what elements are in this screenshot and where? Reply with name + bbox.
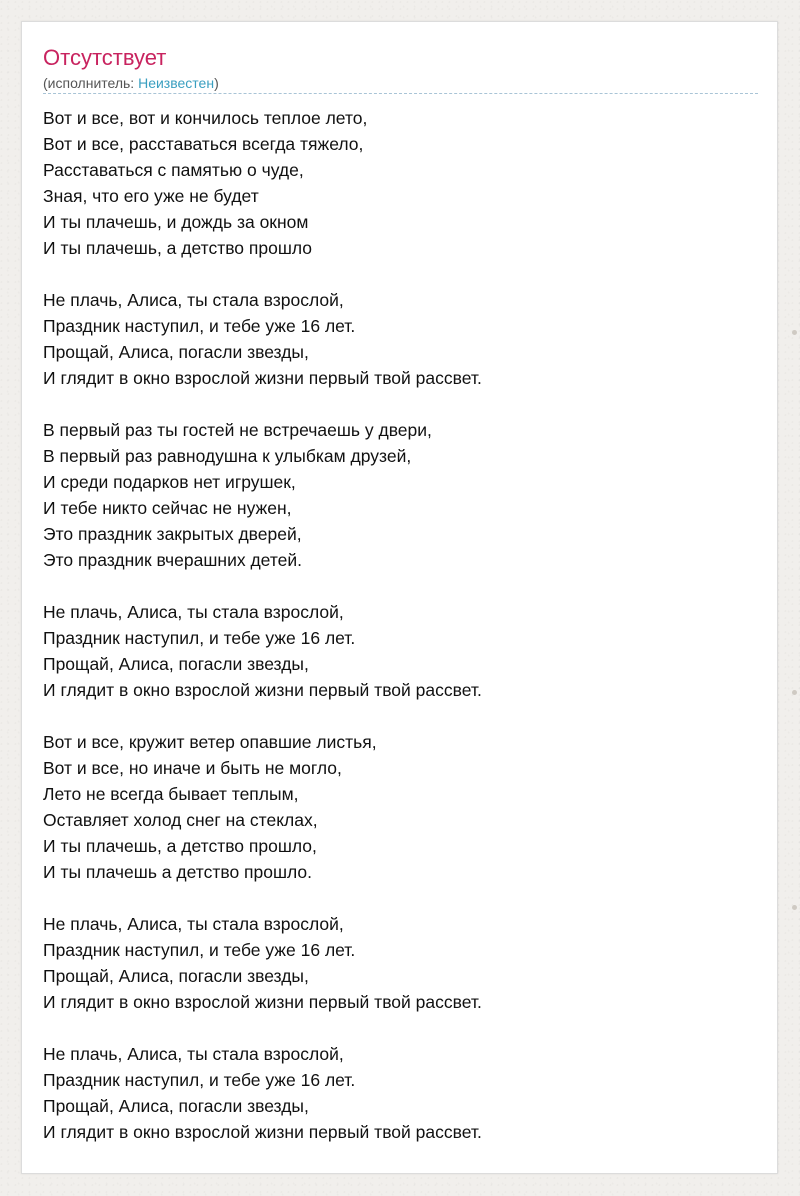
lyrics-line: Праздник наступил, и тебе уже 16 лет. — [43, 940, 356, 960]
lyrics-line: И ты плачешь, а детство прошло, — [43, 836, 317, 856]
lyrics-line: Не плачь, Алиса, ты стала взрослой, — [43, 602, 344, 622]
lyrics-text — [43, 105, 758, 1145]
lyrics-stanza — [43, 911, 758, 1015]
lyrics-line: В первый раз равнодушна к улыбкам друзей, — [43, 446, 412, 466]
lyrics-stanza — [43, 599, 758, 703]
song-title: Отсутствует — [43, 45, 167, 70]
lyrics-line: И глядит в окно взрослой жизни первый твой рассвет. — [43, 368, 482, 388]
artist-line — [43, 74, 758, 94]
lyrics-line: И ты плачешь, и дождь за окном — [43, 212, 309, 232]
lyrics-stanza — [43, 729, 758, 885]
lyrics-line: Прощай, Алиса, погасли звезды, — [43, 1096, 309, 1116]
lyrics-line: Прощай, Алиса, погасли звезды, — [43, 342, 309, 362]
lyrics-line: И тебе никто сейчас не нужен, — [43, 498, 292, 518]
lyrics-line: И глядит в окно взрослой жизни первый твой рассвет. — [43, 1122, 482, 1142]
lyrics-line: Вот и все, но иначе и быть не могло, — [43, 758, 342, 778]
artist-link[interactable]: Неизвестен — [138, 75, 215, 91]
lyrics-line: Праздник наступил, и тебе уже 16 лет. — [43, 628, 356, 648]
lyrics-card — [21, 21, 778, 1174]
lyrics-line: И глядит в окно взрослой жизни первый твой рассвет. — [43, 992, 482, 1012]
lyrics-stanza — [43, 417, 758, 573]
lyrics-line: Оставляет холод снег на стеклах, — [43, 810, 318, 830]
lyrics-line: Вот и все, кружит ветер опавшие листья, — [43, 732, 377, 752]
lyrics-line: Вот и все, вот и кончилось теплое лето, — [43, 108, 368, 128]
background-speck — [792, 905, 797, 910]
lyrics-line: И среди подарков нет игрушек, — [43, 472, 296, 492]
artist-prefix: (исполнитель: — [43, 75, 139, 91]
lyrics-line: Это праздник вчерашних детей. — [43, 550, 303, 570]
artist-suffix: ) — [214, 75, 219, 91]
lyrics-line: Не плачь, Алиса, ты стала взрослой, — [43, 914, 344, 934]
lyrics-line: Расставаться с памятью о чуде, — [43, 160, 304, 180]
lyrics-line: Лето не всегда бывает теплым, — [43, 784, 299, 804]
lyrics-line: Вот и все, расставаться всегда тяжело, — [43, 134, 364, 154]
background-speck — [792, 330, 797, 335]
background-speck — [792, 690, 797, 695]
lyrics-line: Прощай, Алиса, погасли звезды, — [43, 654, 309, 674]
lyrics-stanza — [43, 287, 758, 391]
lyrics-line: Праздник наступил, и тебе уже 16 лет. — [43, 316, 356, 336]
lyrics-line: Не плачь, Алиса, ты стала взрослой, — [43, 1044, 344, 1064]
lyrics-stanza — [43, 1041, 758, 1145]
lyrics-stanza — [43, 105, 758, 261]
lyrics-line: И глядит в окно взрослой жизни первый твой рассвет. — [43, 680, 482, 700]
lyrics-line: Зная, что его уже не будет — [43, 186, 259, 206]
lyrics-line: Прощай, Алиса, погасли звезды, — [43, 966, 309, 986]
lyrics-line: Праздник наступил, и тебе уже 16 лет. — [43, 1070, 356, 1090]
lyrics-line: И ты плачешь, а детство прошло — [43, 238, 313, 258]
lyrics-line: Не плачь, Алиса, ты стала взрослой, — [43, 290, 344, 310]
lyrics-line: В первый раз ты гостей не встречаешь у двери, — [43, 420, 432, 440]
lyrics-line: Это праздник закрытых дверей, — [43, 524, 302, 544]
lyrics-line: И ты плачешь а детство прошло. — [43, 862, 313, 882]
